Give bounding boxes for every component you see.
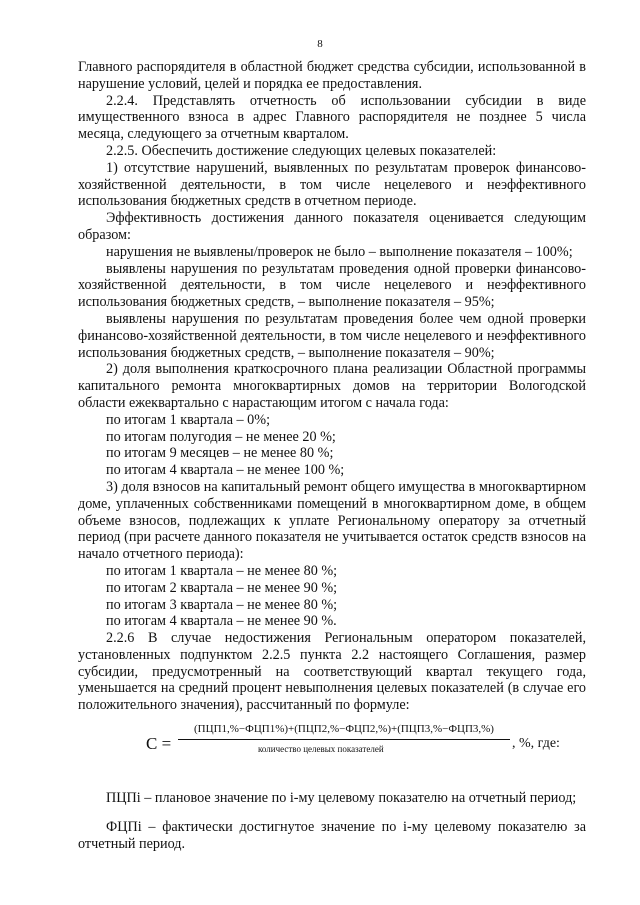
- spacer: [78, 807, 586, 819]
- indicator-1: 1) отсутствие нарушений, выявленных по результатам проверок финансово-хозяйственной деятельности, в том числе нецелевого и неэффективного использования бюджетных средств в отчетном периоде.: [78, 159, 586, 210]
- formula-lhs: С =: [146, 734, 172, 754]
- definition-planned: ПЦПi – плановое значение по i-му целевому показателю на отчетный период;: [106, 790, 577, 807]
- paragraph: Главного распорядителя в областной бюджет средства субсидии, использованной в нарушение условий, целей и порядка ее предоставления.: [78, 59, 586, 92]
- evaluation-item: выявлены нарушения по результатам проведения более чем одной проверки финансово-хозяйственной деятельности, в том числе нецелевого и неэффективного использования бюджетных средств, – выполнение показателя – 90%;: [78, 310, 586, 361]
- formula-denominator: количество целевых показателей: [258, 744, 384, 755]
- formula-tail: , %, где:: [512, 736, 560, 752]
- evaluation-item: выявлены нарушения по результатам проведения одной проверки финансово-хозяйственной деятельности, в том числе нецелевого и неэффективного использования бюджетных средств, – выполнение показателя – 95%;: [78, 260, 586, 311]
- target-item: по итогам 1 квартала – не менее 80 %;: [106, 562, 338, 579]
- paragraph-2-2-6: 2.2.6 В случае недостижения Региональным оператором показателей, установленных подпунктом 2.2.5 пункта 2.2 настоящего Соглашения, размер субсидии, предусмотренный на соответствующий квартал текущего года, уменьшается на средний процент невыполнения целевых показателей (в случае его положительного значения), рассчитанный по формуле:: [78, 630, 586, 714]
- target-item: по итогам 1 квартала – 0%;: [106, 411, 271, 428]
- formula-numerator: (ПЦП1,%−ФЦП1%)+(ПЦП2,%−ФЦП2,%)+(ПЦП3,%−ФЦП3,%): [194, 723, 494, 736]
- target-item: по итогам 9 месяцев – не менее 80 %;: [106, 445, 334, 462]
- indicator-2: 2) доля выполнения краткосрочного плана реализации Областной программы капитального ремонта многоквартирных домов на территории Вологодской области ежеквартально с нарастающим итогом с начала года:: [78, 361, 586, 411]
- target-item: по итогам 4 квартала – не менее 90 %.: [106, 613, 337, 630]
- formula: [78, 722, 586, 778]
- evaluation-item: нарушения не выявлены/проверок не было – выполнение показателя – 100%;: [106, 243, 573, 260]
- target-item: по итогам полугодия – не менее 20 %;: [106, 428, 336, 445]
- paragraph-2-2-4: 2.2.4. Представлять отчетность об использовании субсидии в виде имущественного взноса в адрес Главного распорядителя не позднее 5 числа месяца, следующего за отчетным кварталом.: [78, 92, 586, 143]
- target-item: по итогам 3 квартала – не менее 80 %;: [106, 596, 338, 613]
- paragraph-2-2-5: 2.2.5. Обеспечить достижение следующих целевых показателей:: [106, 142, 497, 159]
- indicator-3: 3) доля взносов на капитальный ремонт общего имущества в многоквартирном доме, уплаченных собственниками помещений в многоквартирном доме, в общем объеме взносов, подлежащих к уплате Региональному оператору за отчетный период (при расчете данного показателя не учитывается остаток средств взносов на начало отчетного периода):: [78, 478, 586, 563]
- fraction-bar: [178, 739, 510, 740]
- target-item: по итогам 2 квартала – не менее 90 %;: [106, 579, 338, 596]
- definition-actual: ФЦПi – фактически достигнутое значение по i-му целевому показателю за отчетный период.: [78, 818, 586, 852]
- document-body: [78, 59, 586, 852]
- paragraph: Эффективность достижения данного показателя оценивается следующим образом:: [78, 210, 586, 243]
- page-number: 8: [317, 38, 323, 50]
- target-item: по итогам 4 квартала – не менее 100 %;: [106, 462, 345, 479]
